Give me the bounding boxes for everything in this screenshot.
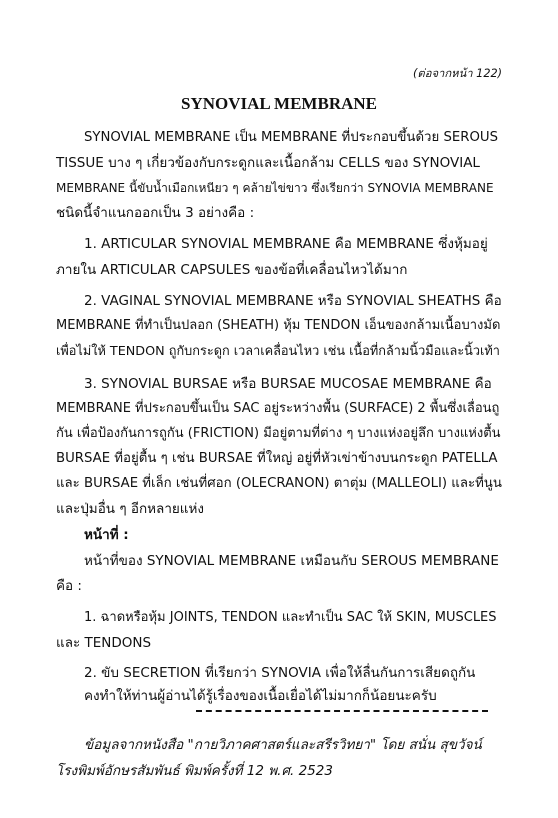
paragraph-line: ชนิดนี้จำแนกออกเป็น 3 อย่างคือ :	[56, 205, 255, 221]
list-item-line: 1. ฉาดหรือหุ้ม JOINTS, TENDON และทำเป็น SAC ให้ SKIN, MUSCLES	[84, 610, 497, 625]
list-item-line: MEMBRANE ที่ทำเป็นปลอก (SHEATH) หุ้ม TENDON เอ็นของกล้ามเนื้อบางมัด	[56, 318, 501, 333]
list-item-line: MEMBRANE ที่ประกอบขึ้นเป็น SAC อยู่ระหว่างพื้น (SURFACE) 2 พื้นซึ่งเลื่อนถู	[56, 401, 500, 416]
list-item-line: ภายใน ARTICULAR CAPSULES ของข้อที่เคลื่อนไหวได้มาก	[56, 262, 408, 278]
paragraph-line: MEMBRANE นี้ขับน้ำเมือกเหนียว ๆ คล้ายไข่ขาว ซึ่งเรียกว่า SYNOVIA MEMBRANE	[56, 181, 494, 195]
source-citation: ข้อมูลจากหนังสือ "กายวิภาคศาสตร์และสรีรวิทยา" โดย สนั่น สุขวัจน์	[84, 737, 482, 753]
closing-line: คงทำให้ท่านผู้อ่านได้รู้เรื่องของเนื้อเยื่อได้ไม่มากก็น้อยนะครับ	[84, 688, 437, 704]
page-title: SYNOVIAL MEMBRANE	[181, 94, 377, 113]
list-item-line: BURSAE ที่อยู่ตื้น ๆ เช่น BURSAE ที่ใหญ่ อยู่ที่หัวเข่าข้างบนกระดูก PATELLA	[56, 451, 498, 466]
section-heading: หน้าที่ :	[84, 527, 129, 543]
paragraph-line: หน้าที่ของ SYNOVIAL MEMBRANE เหมือนกับ SEROUS MEMBRANE	[84, 553, 499, 569]
list-item-line: เพื่อไม่ให้ TENDON ถูกับกระดูก เวลาเคลื่อนไหว เช่น เนื้อที่กล้ามนิ้วมือและนิ้วเท้า	[56, 344, 500, 359]
source-citation: โรงพิมพ์อักษรสัมพันธ์ พิมพ์ครั้งที่ 12 พ.ศ. 2523	[56, 763, 333, 779]
list-item-line: 1. ARTICULAR SYNOVIAL MEMBRANE คือ MEMBRANE ซึ่งหุ้มอยู่	[84, 236, 488, 252]
list-item-line: และ BURSAE ที่เล็ก เช่นที่ศอก (OLECRANON) ตาตุ่ม (MALLEOLI) และที่นูน	[56, 476, 502, 491]
list-item-line: และ TENDONS	[56, 635, 152, 651]
list-item-line: และปุ่มอื่น ๆ อีกหลายแห่ง	[56, 501, 204, 517]
paragraph-line: คือ :	[56, 578, 82, 594]
list-item-line: 2. VAGINAL SYNOVIAL MEMBRANE หรือ SYNOVIAL SHEATHS คือ	[84, 293, 502, 309]
list-item-line: 3. SYNOVIAL BURSAE หรือ BURSAE MUCOSAE MEMBRANE คือ	[84, 376, 492, 392]
list-item-line: กัน เพื่อป้องกันการถูกัน (FRICTION) มีอยู่ตามที่ต่าง ๆ บางแห่งอยู่ลึก บางแห่งตื้น	[56, 426, 501, 441]
list-item-line: 2. ขับ SECRETION ที่เรียกว่า SYNOVIA เพื่อให้ลื่นกันการเสียดถูกัน	[84, 665, 476, 681]
continuation-note: (ต่อจากหน้า 122)	[413, 67, 503, 80]
paragraph-line: TISSUE บาง ๆ เกี่ยวข้องกับกระดูกและเนื้อกล้าม CELLS ของ SYNOVIAL	[56, 155, 480, 171]
paragraph-line: SYNOVIAL MEMBRANE เป็น MEMBRANE ที่ประกอบขึ้นด้วย SEROUS	[84, 130, 498, 145]
dashed-divider	[196, 710, 488, 712]
